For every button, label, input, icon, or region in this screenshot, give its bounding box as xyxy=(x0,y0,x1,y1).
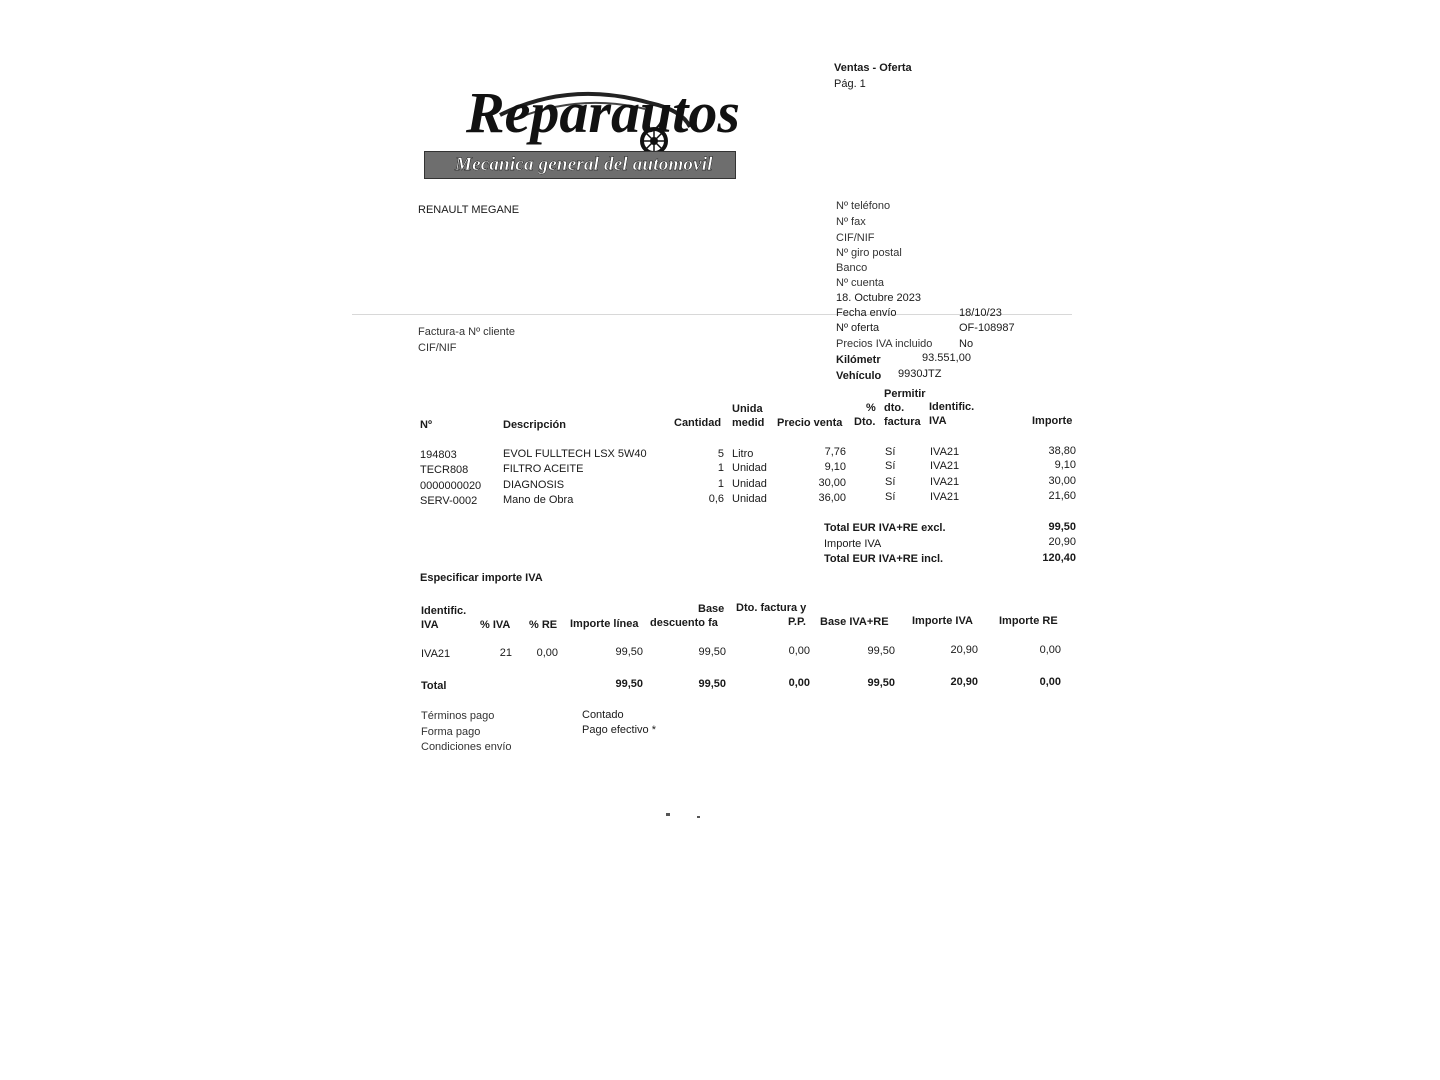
iva-row-pct-re: 0,00 xyxy=(536,647,558,659)
row-no: 194803 xyxy=(420,449,457,461)
col-header-permitir-1: Permitir xyxy=(884,388,926,400)
iva-header-importe-linea: Importe línea xyxy=(570,618,639,630)
document-date: 18. Octubre 2023 xyxy=(836,292,922,304)
info-fax: Nº fax xyxy=(836,216,866,228)
info-cuenta: Nº cuenta xyxy=(836,277,885,289)
iva-row-base: 99,50 xyxy=(698,646,726,658)
col-header-importe: Importe xyxy=(1032,415,1073,427)
col-header-cantidad: Cantidad xyxy=(674,417,722,429)
cliente-cif-label: CIF/NIF xyxy=(418,342,457,354)
row-precio: 30,00 xyxy=(818,477,846,489)
row-importe: 30,00 xyxy=(1048,475,1076,487)
factura-cliente-label: Factura-a Nº cliente xyxy=(418,326,515,338)
col-header-unidad-2: medid xyxy=(732,417,765,429)
iva-header-identif-1: Identific. xyxy=(421,605,467,617)
logo-wordmark xyxy=(466,80,740,145)
fecha-envio-label: Fecha envío xyxy=(836,307,897,319)
col-header-identif-2: IVA xyxy=(929,415,947,427)
row-unidad: Unidad xyxy=(732,478,767,490)
col-header-precio: Precio venta xyxy=(777,417,843,429)
row-no: TECR808 xyxy=(420,464,469,476)
iva-row-importe-linea: 99,50 xyxy=(615,646,643,658)
row-desc: DIAGNOSIS xyxy=(503,479,565,491)
row-cantidad: 1 xyxy=(717,462,724,474)
col-header-permitir-3: factura xyxy=(884,416,921,428)
total-excl-label: Total EUR IVA+RE excl. xyxy=(824,522,946,534)
iva-header-pct-iva: % IVA xyxy=(480,619,511,631)
row-precio: 9,10 xyxy=(824,461,846,473)
iva-total-base: 99,50 xyxy=(698,678,726,690)
forma-pago-label: Forma pago xyxy=(421,726,481,738)
iva-total-dto: 0,00 xyxy=(788,677,810,689)
iva-total-importe-re: 0,00 xyxy=(1039,676,1061,688)
row-unidad: Unidad xyxy=(732,493,767,505)
iva-row-importe-iva: 20,90 xyxy=(950,644,978,656)
importe-iva-label: Importe IVA xyxy=(824,538,882,550)
iva-row-importe-re: 0,00 xyxy=(1039,644,1061,656)
logo-brand-text: Reparautos xyxy=(466,80,740,145)
page-number: Pág. 1 xyxy=(834,78,866,90)
iva-header-dto-1: Dto. factura y xyxy=(736,602,807,614)
row-iva: IVA21 xyxy=(930,446,960,458)
iva-total-base-ivare: 99,50 xyxy=(867,677,895,689)
iva-header-pct-re: % RE xyxy=(529,619,558,631)
row-desc: EVOL FULLTECH LSX 5W40 xyxy=(503,448,647,460)
iva-header-identif-2: IVA xyxy=(421,619,439,631)
iva-row-pct-iva: 21 xyxy=(499,647,512,659)
iva-total-label: Total xyxy=(421,680,447,692)
row-desc: FILTRO ACEITE xyxy=(503,463,584,475)
info-telefono: Nº teléfono xyxy=(836,200,891,212)
vehiculo-label: Vehículo xyxy=(836,370,882,382)
row-permitir: Sí xyxy=(885,446,896,458)
row-importe: 38,80 xyxy=(1048,445,1076,457)
row-iva: IVA21 xyxy=(930,460,960,472)
row-precio: 7,76 xyxy=(824,446,846,458)
iva-row-dto: 0,00 xyxy=(788,645,810,657)
iva-header-importe-re: Importe RE xyxy=(999,615,1058,627)
col-header-dto-1: % xyxy=(866,402,876,414)
terminos-pago-label: Términos pago xyxy=(421,710,495,722)
importe-iva-value: 20,90 xyxy=(1048,536,1076,548)
row-cantidad: 1 xyxy=(717,478,724,490)
document-title: Ventas - Oferta xyxy=(834,62,912,74)
row-permitir: Sí xyxy=(885,491,896,503)
precios-iva-value: No xyxy=(959,338,974,350)
iva-header-importe-iva: Importe IVA xyxy=(912,615,973,627)
row-unidad: Litro xyxy=(732,448,754,460)
info-cif: CIF/NIF xyxy=(836,232,875,244)
row-importe: 21,60 xyxy=(1048,490,1076,502)
col-header-descripcion: Descripción xyxy=(503,419,566,431)
row-iva: IVA21 xyxy=(930,476,960,488)
vehicle-name: RENAULT MEGANE xyxy=(418,204,520,216)
logo-tagline-bar xyxy=(424,151,736,179)
oferta-label: Nº oferta xyxy=(836,322,880,334)
iva-header-base-ivare: Base IVA+RE xyxy=(820,616,889,628)
oferta-value: OF-108987 xyxy=(959,322,1015,334)
col-header-unidad-1: Unida xyxy=(732,403,763,415)
row-importe: 9,10 xyxy=(1054,459,1076,471)
scan-speck xyxy=(666,813,670,816)
terminos-pago-value: Contado xyxy=(582,709,624,721)
row-iva: IVA21 xyxy=(930,491,960,503)
precios-iva-label: Precios IVA incluido xyxy=(836,338,933,350)
iva-header-dto-2: P.P. xyxy=(788,616,806,628)
row-permitir: Sí xyxy=(885,476,896,488)
kilometr-label: Kilómetr xyxy=(836,354,881,366)
iva-section-title: Especificar importe IVA xyxy=(420,572,543,584)
iva-total-importe-iva: 20,90 xyxy=(950,676,978,688)
row-no: 0000000020 xyxy=(420,480,482,492)
info-banco: Banco xyxy=(836,262,868,274)
iva-header-base-1: Base xyxy=(698,603,725,615)
row-unidad: Unidad xyxy=(732,462,767,474)
row-desc: Mano de Obra xyxy=(503,494,574,506)
logo-tagline: Mecanica general del automovil xyxy=(455,154,713,175)
vehiculo-value: 9930JTZ xyxy=(898,368,942,380)
row-no: SERV-0002 xyxy=(420,495,478,507)
total-excl-value: 99,50 xyxy=(1048,521,1076,533)
row-precio: 36,00 xyxy=(818,492,846,504)
row-permitir: Sí xyxy=(885,460,896,472)
col-header-dto-2: Dto. xyxy=(854,416,876,428)
total-incl-label: Total EUR IVA+RE incl. xyxy=(824,553,944,565)
iva-total-importe-linea: 99,50 xyxy=(615,678,643,690)
scan-speck xyxy=(697,816,700,818)
iva-row-base-ivare: 99,50 xyxy=(867,645,895,657)
info-giro-postal: Nº giro postal xyxy=(836,247,902,259)
forma-pago-value: Pago efectivo * xyxy=(582,724,656,736)
col-header-permitir-2: dto. xyxy=(884,402,905,414)
row-cantidad: 5 xyxy=(717,448,724,460)
iva-header-base-2: descuento fa xyxy=(650,617,718,629)
col-header-identif-1: Identific. xyxy=(929,401,975,413)
total-incl-value: 120,40 xyxy=(1042,552,1076,564)
iva-row-identif: IVA21 xyxy=(421,648,451,660)
fecha-envio-value: 18/10/23 xyxy=(959,307,1002,319)
row-cantidad: 0,6 xyxy=(708,493,724,505)
condiciones-envio-label: Condiciones envío xyxy=(421,741,512,753)
col-header-no: Nº xyxy=(420,419,432,431)
kilometr-value: 93.551,00 xyxy=(922,352,971,364)
